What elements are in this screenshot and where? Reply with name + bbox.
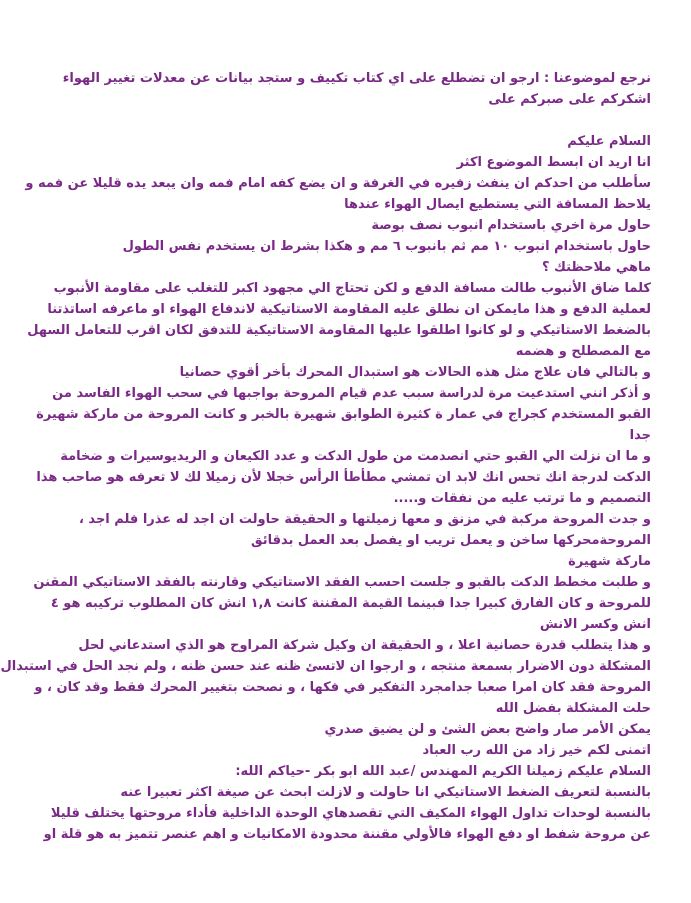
- text-line: الدكت لدرجة انك تحس انك لابد ان تمشي مطأطأ الرأس خجلا لأن زميلا لك لا تعرفه هو صاحب هذا: [36, 470, 651, 485]
- text-line: و أذكر انني استدعيت مرة لدراسة سبب عدم قيام المروحة بواجبها في سحب الهواء الفاسد من: [52, 386, 651, 401]
- text-line: المشكلة دون الاضرار بسمعة منتجه ، و ارجوا ان لاتسئ ظنه عند حسن ظنه ، ولم نجد الحل في استبدال: [0, 659, 651, 674]
- text-line: السلام عليكم زميلنا الكريم المهندس /عبد الله ابو بكر -حياكم الله:: [235, 764, 651, 779]
- text-line: و ما ان نزلت الي القبو حتي انصدمت من طول الدكت و عدد الكيعان و الريديوسيرات و ضخامة: [60, 449, 651, 464]
- text-line: مع المصطلح و هضمه: [515, 344, 651, 359]
- document-body: [0, 68, 651, 845]
- text-line: ماركة شهيرة: [568, 554, 651, 569]
- paragraph-spacer: [95, 110, 651, 131]
- text-line: يمكن الأمر صار واضح بعض الشئ و لن يضيق صدري: [324, 722, 651, 737]
- text-line: اشكركم على صبركم على: [488, 92, 651, 107]
- text-line: السلام عليكم: [567, 134, 651, 149]
- text-line: نرجع لموضوعنا : ارجو ان تضطلع على اي كتاب تكييف و ستجد بيانات عن معدلات تغيير الهواء: [62, 71, 651, 86]
- text-line: و هذا يتطلب قدرة حصانية اعلا ، و الحقيقة ان وكيل شركة المراوح هو الذي استدعاني لحل: [78, 638, 651, 653]
- text-line: و طلبت مخطط الدكت بالقبو و جلست احسب الفقد الاستاتيكي وقارنته بالفقد الاستاتيكي المقنن: [33, 575, 651, 590]
- text-line: و جدت المروحة مركبة في مزنق و معها زميلتها و الحقيقة حاولت ان اجد له عذرا فلم اجد ،: [78, 512, 651, 527]
- text-line: المروحةمحركها ساخن و يعمل تريب او يفصل بعد العمل بدقائق: [251, 533, 651, 548]
- text-line: عن مروحة شفط او دفع الهواء فالأولي مقننة محدودة الامكانيات و اهم عنصر تتميز به هو قلة او: [43, 827, 651, 842]
- text-line: المروحة فقد كان امرا صعبا جدامجرد التفكير في فكها ، و نصحت بتغيير المحرك فقط وقد كان ، و: [34, 680, 651, 695]
- text-line: جدا: [629, 428, 651, 443]
- text-line: بالنسبة لتعريف الضغط الاستاتيكي انا حاولت و لازلت ابحث عن صيغة اكثر تعبيرا عنه: [120, 785, 651, 800]
- text-line: لعملية الدفع و هذا مايمكن ان نطلق عليه المقاومة الاستاتيكية لاندفاع الهواء او ماعرفه اساتذتنا: [47, 302, 651, 317]
- text-line: حاول مرة اخري باستخدام انبوب نصف بوصة: [371, 218, 651, 233]
- text-line: حلت المشكلة بفضل الله: [495, 701, 651, 716]
- text-line: انا اريد ان ابسط الموضوع اكثر: [456, 155, 651, 170]
- text-line: انش وكسر الانش: [539, 617, 651, 632]
- text-line: القبو المستخدم كجراج في عمار ة كثيرة الطوابق شهيرة بالخبر و كانت المروحة من ماركة شهيرة: [36, 407, 651, 422]
- text-line: بالنسبة لوحدات تداول الهواء المكيف التي تقصدهاي الوحدة الداخلية فأداء مروحتها يختلف قليلا: [50, 806, 651, 821]
- text-line: سأطلب من احدكم ان ينفث زفيره في الغرفة و ان يضع كفه امام فمه وان يبعد يده قليلا عن فمه و: [25, 176, 651, 191]
- text-line: حاول باستخدام انبوب ١٠ مم ثم بانبوب ٦ مم و هكذا بشرط ان يستخدم نفس الطول: [122, 239, 651, 254]
- text-line: التصميم و ما ترتب عليه من نفقات و.....: [393, 491, 651, 506]
- text-line: يلاحظ المسافة التي يستطيع ايصال الهواء عندها: [344, 197, 651, 212]
- text-line: بالضغط الاستاتيكي و لو كانوا اطلقوا عليها المقاومة الاستاتيكية للتدفق لكان اقرب للتعامل السهل: [27, 323, 651, 338]
- text-line: للمروحة و كان الفارق كبيرا جدا فبينما القيمة المقننة كانت ١,٨ انش كان المطلوب تركيبه هو ٤: [50, 596, 651, 611]
- text-line: اتمنى لكم خير زاد من الله رب العباد: [422, 743, 651, 758]
- text-line: و بالتالي فان علاج مثل هذه الحالات هو استبدال المحرك بأخر أقوي حصانيا: [179, 365, 651, 380]
- text-line: ماهي ملاحظتك ؟: [541, 260, 651, 275]
- text-line: كلما ضاق الأنبوب طالت مسافة الدفع و لكن تحتاج الي مجهود اكبر للتغلب على مقاومة الأنبوب: [53, 281, 651, 296]
